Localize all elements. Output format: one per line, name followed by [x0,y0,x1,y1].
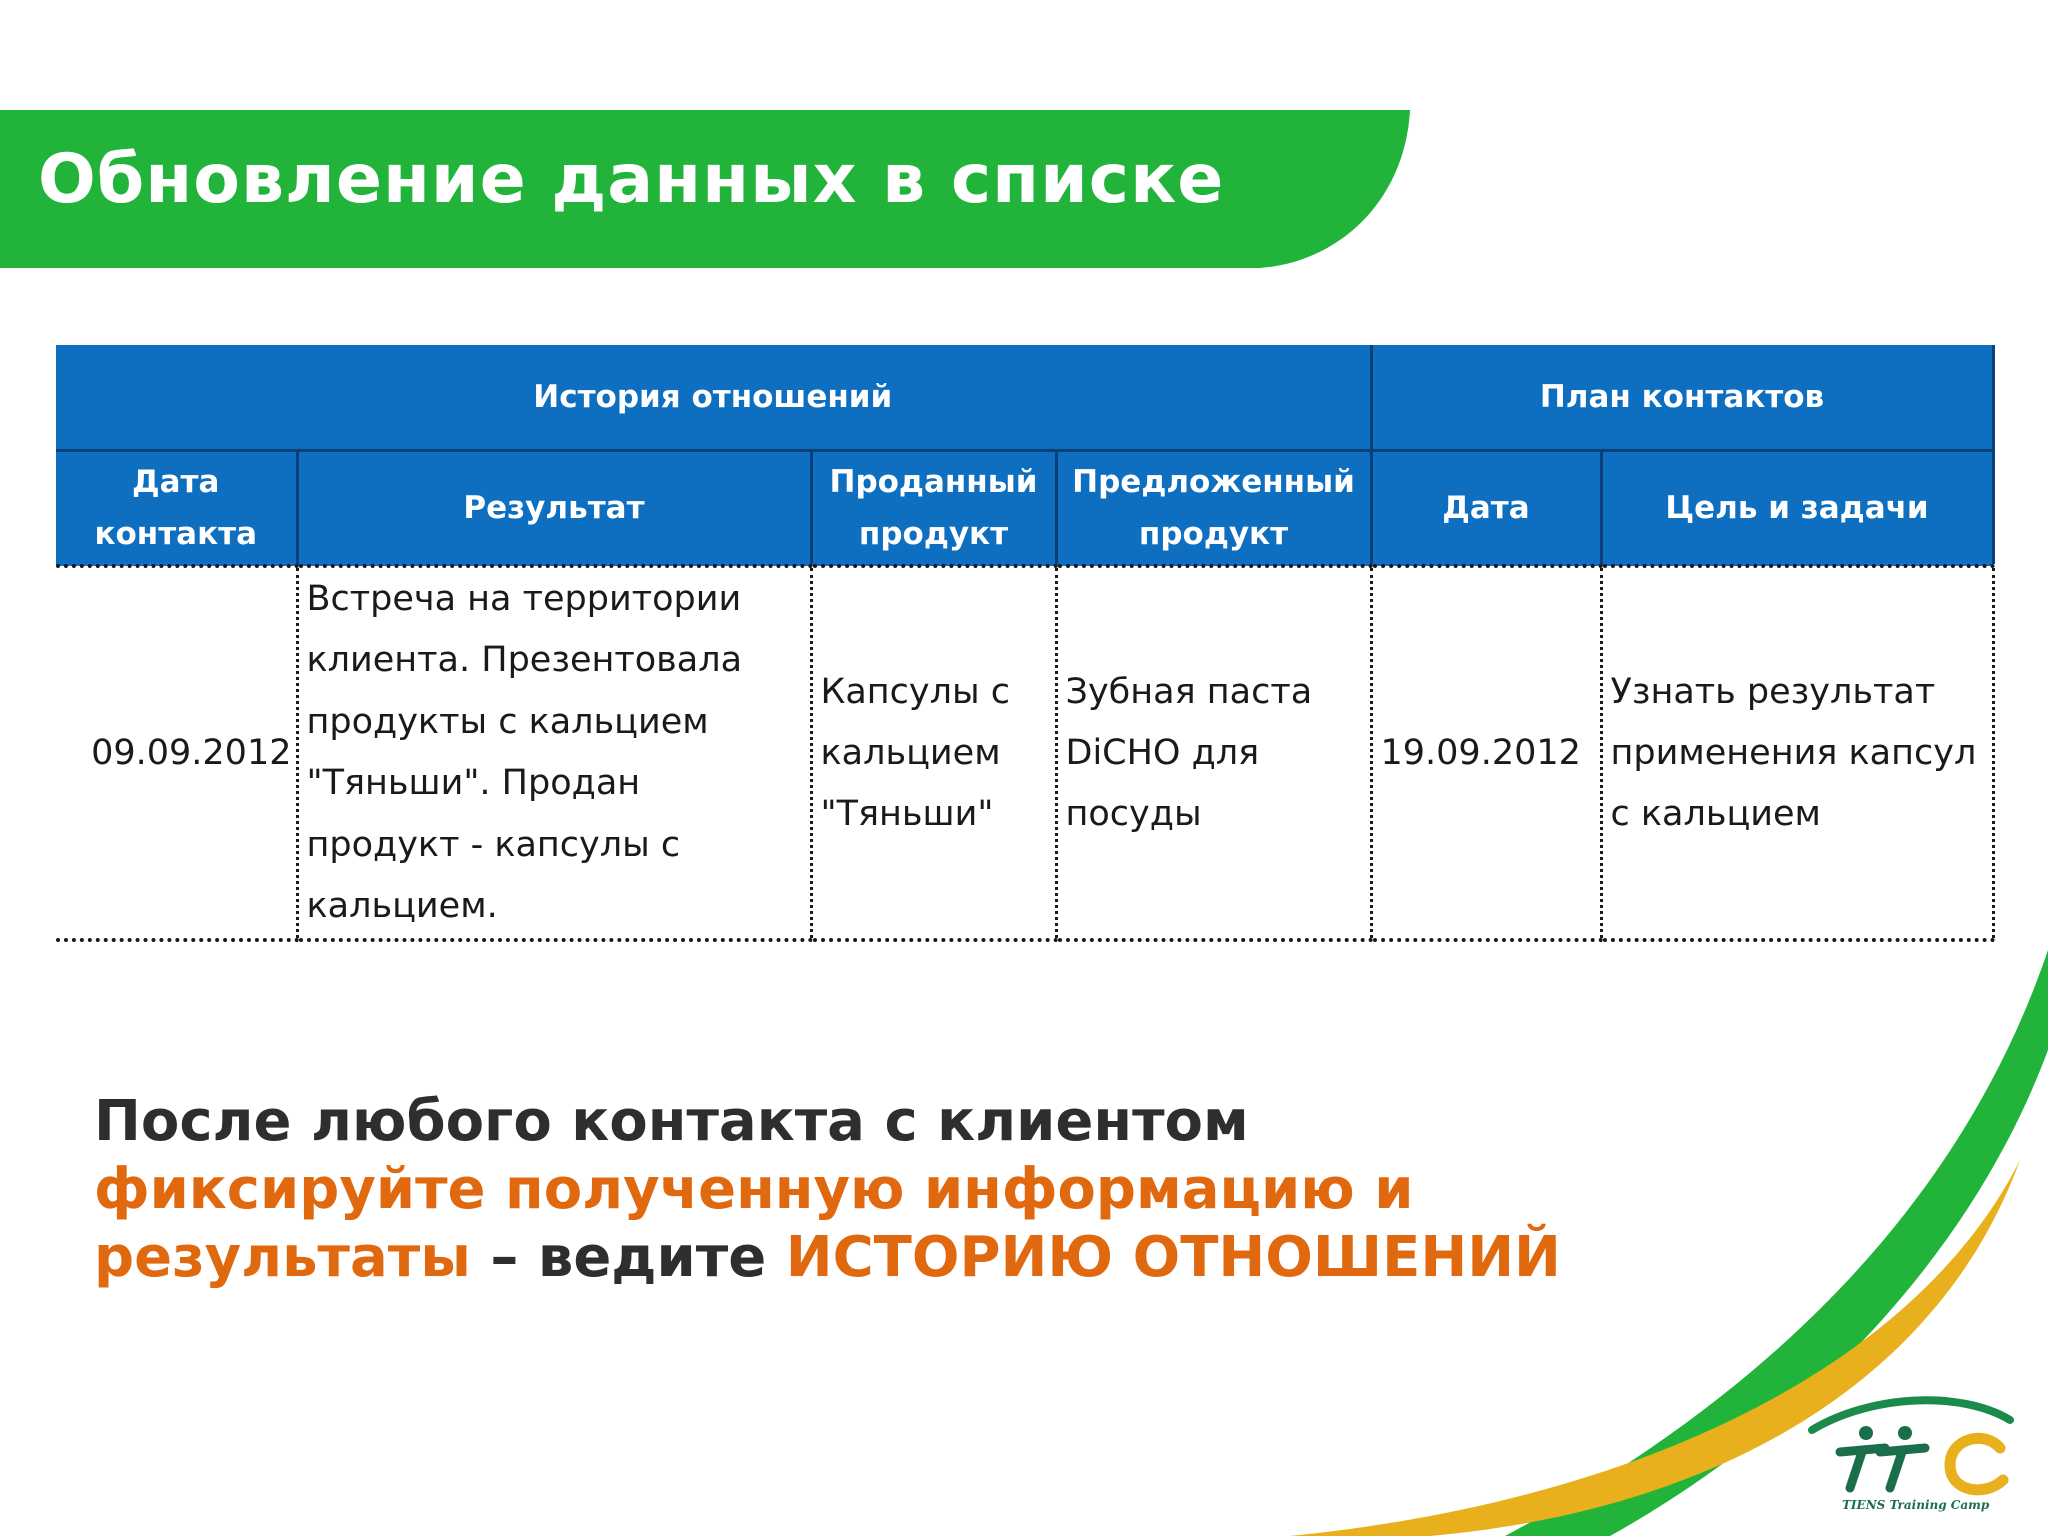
cell-result: Встреча на территории клиента. Презентовала продукты с кальцием "Тяньши". Продан продукт - капсулы с кальцием. [297,566,811,940]
statement-connector: – ведите [470,1225,786,1290]
statement-line-2: фиксируйте полученную информацию и [94,1157,1414,1222]
cell-offered-product: Зубная паста DiCHO для посуды [1056,566,1371,940]
contacts-table [56,345,1995,942]
ttc-logo [1812,1400,2010,1490]
logo-caption: TIENS Training Camp [1842,1498,1990,1512]
statement-history-caps: ИСТОРИЮ ОТНОШЕНИЙ [785,1225,1561,1290]
cell-contact-date: 09.09.2012 [56,566,297,940]
col-result-header: Результат [297,451,811,567]
table-row [56,566,1993,940]
statement-line-1: После любого контакта с клиентом [94,1089,1249,1154]
col-plan-date-header: Дата [1371,451,1601,567]
table-column-header-row [56,451,1993,567]
table-group-header-row [56,345,1993,451]
group-history-header: История отношений [56,345,1371,451]
col-sold-product-header: Проданный продукт [811,451,1056,567]
cell-sold-product: Капсулы с кальцием "Тяньши" [811,566,1056,940]
statement-line-3 [94,1224,1561,1292]
slide-title: Обновление данных в списке [38,140,1225,219]
cell-plan-date: 19.09.2012 [1371,566,1601,940]
col-offered-product-header: Предложенный продукт [1056,451,1371,567]
key-statement [94,1088,1561,1292]
statement-results-word: результаты [94,1225,471,1290]
group-plan-header: План контактов [1371,345,1993,451]
col-goals-header: Цель и задачи [1601,451,1993,567]
cell-goals: Узнать результат применения капсул с кальцием [1601,566,1993,940]
col-contact-date-header: Дата контакта [56,451,297,567]
